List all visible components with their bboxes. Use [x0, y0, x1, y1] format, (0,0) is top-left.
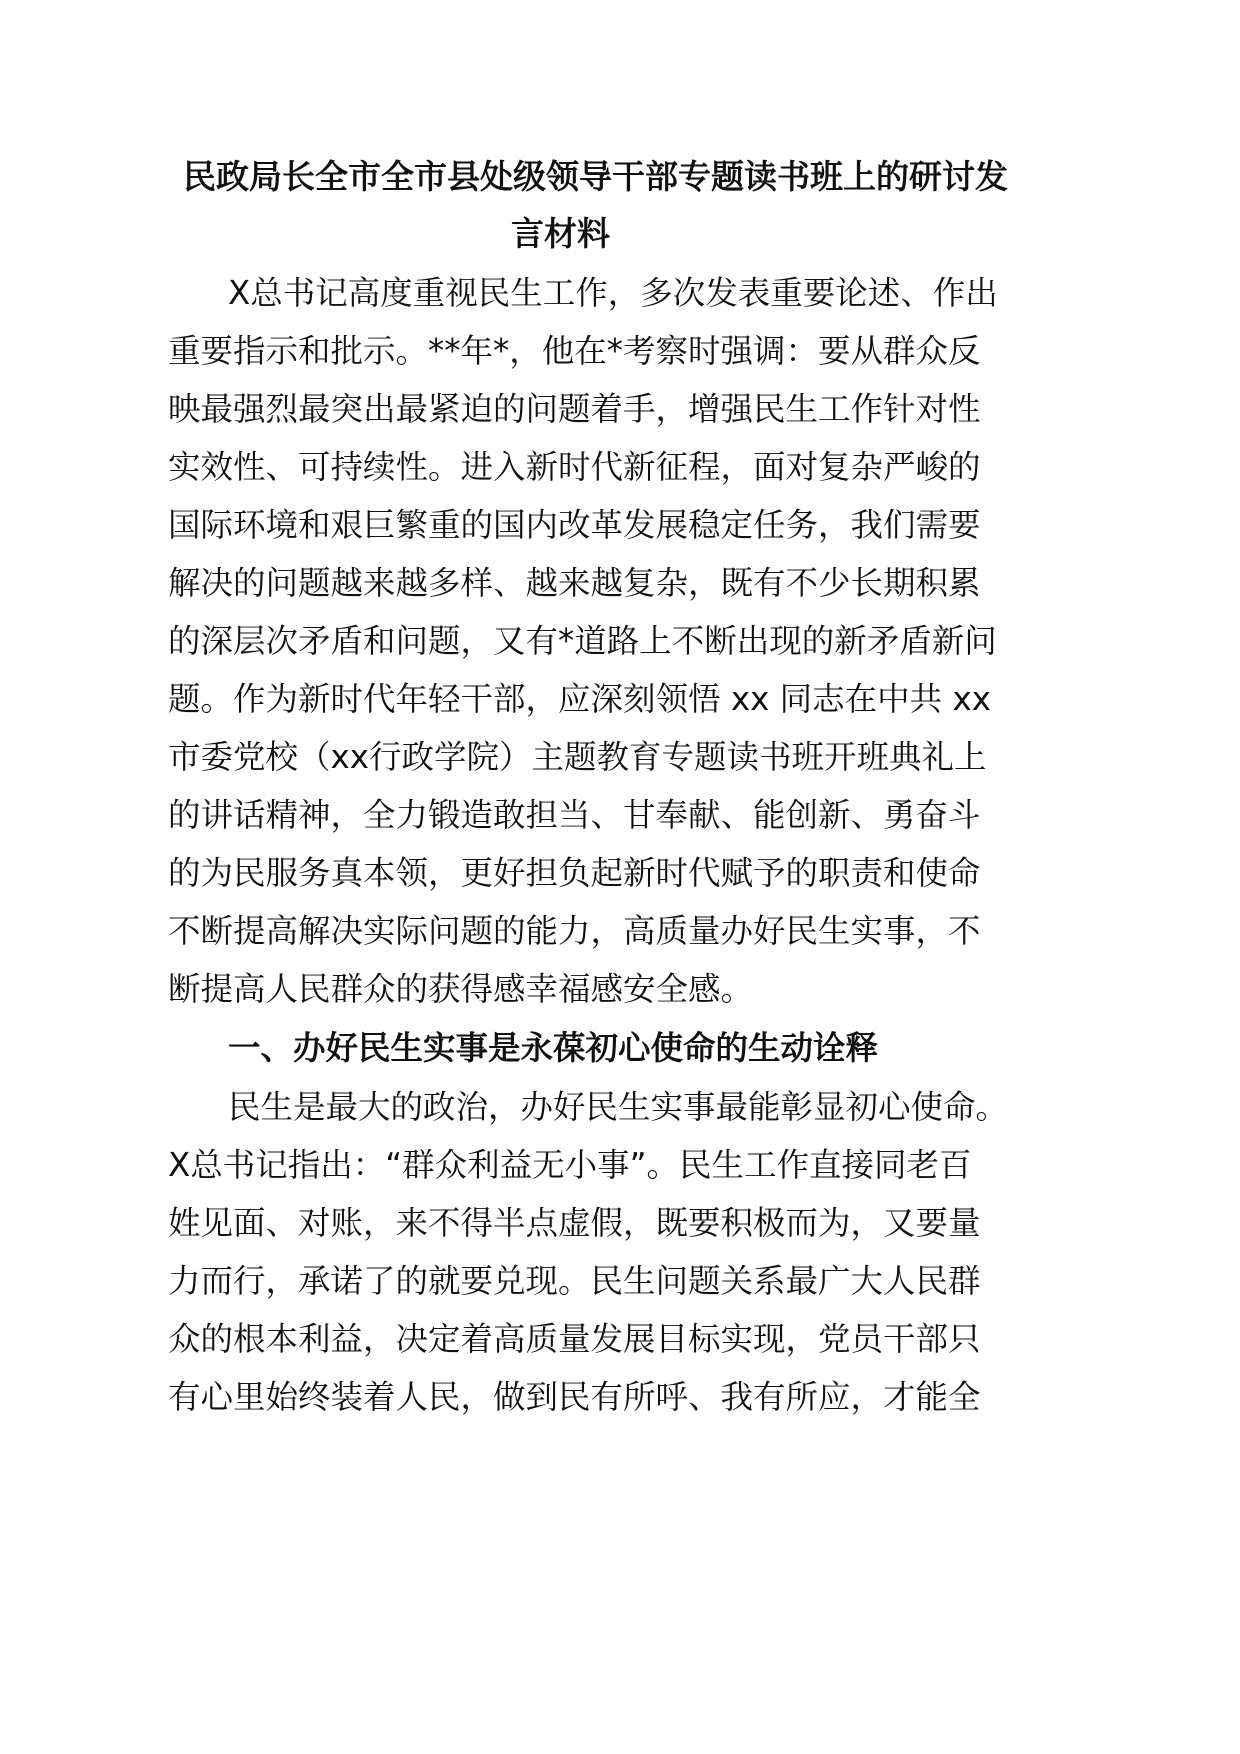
paragraph-2-line: 民生是最大的政治，办好民生实事最能彰显初心使命。	[228, 1088, 1009, 1126]
document-title-line-2: 言材料	[511, 214, 610, 253]
paragraph-1-line: 断提高人民群众的获得感幸福感安全感。	[168, 970, 754, 1008]
paragraph-1-line: 题。作为新时代年轻干部，应深刻领悟 xx 同志在中共 xx	[168, 680, 991, 718]
paragraph-1-line: 的深层次矛盾和问题，又有*道路上不断出现的新矛盾新问	[168, 622, 997, 660]
document-title-line-1: 民政局长全市全市县处级领导干部专题读书班上的研讨发	[183, 157, 1008, 196]
paragraph-1-line: 市委党校（xx行政学院）主题教育专题读书班开班典礼上	[168, 738, 987, 776]
paragraph-1-line: 不断提高解决实际问题的能力，高质量办好民生实事，不	[168, 912, 981, 950]
paragraph-1-line: 的讲话精神，全力锻造敢担当、甘奉献、能创新、勇奋斗	[168, 796, 981, 834]
paragraph-1-line: 国际环境和艰巨繁重的国内改革发展稳定任务，我们需要	[168, 506, 981, 544]
paragraph-1-line: X总书记高度重视民生工作，多次发表重要论述、作出	[228, 274, 998, 312]
paragraph-2-line: 有心里始终装着人民，做到民有所呼、我有所应，才能全	[168, 1378, 981, 1416]
paragraph-2-line: X总书记指出：“群众利益无小事”。民生工作直接同老百	[168, 1146, 972, 1184]
paragraph-1-line: 重要指示和批示。**年*，他在*考察时强调：要从群众反	[168, 332, 981, 370]
paragraph-2-line: 众的根本利益，决定着高质量发展目标实现，党员干部只	[168, 1320, 981, 1358]
paragraph-1-line: 的为民服务真本领，更好担负起新时代赋予的职责和使命	[168, 854, 981, 892]
paragraph-2-line: 力而行，承诺了的就要兑现。民生问题关系最广大人民群	[168, 1262, 981, 1300]
paragraph-1-line: 实效性、可持续性。进入新时代新征程，面对复杂严峻的	[168, 448, 981, 486]
paragraph-1-line: 映最强烈最突出最紧迫的问题着手，增强民生工作针对性	[168, 390, 981, 428]
section-1-heading: 一、办好民生实事是永葆初心使命的生动诠释	[228, 1029, 879, 1067]
paragraph-2-line: 姓见面、对账，来不得半点虚假，既要积极而为，又要量	[168, 1204, 981, 1242]
paragraph-1-line: 解决的问题越来越多样、越来越复杂，既有不少长期积累	[168, 564, 981, 602]
